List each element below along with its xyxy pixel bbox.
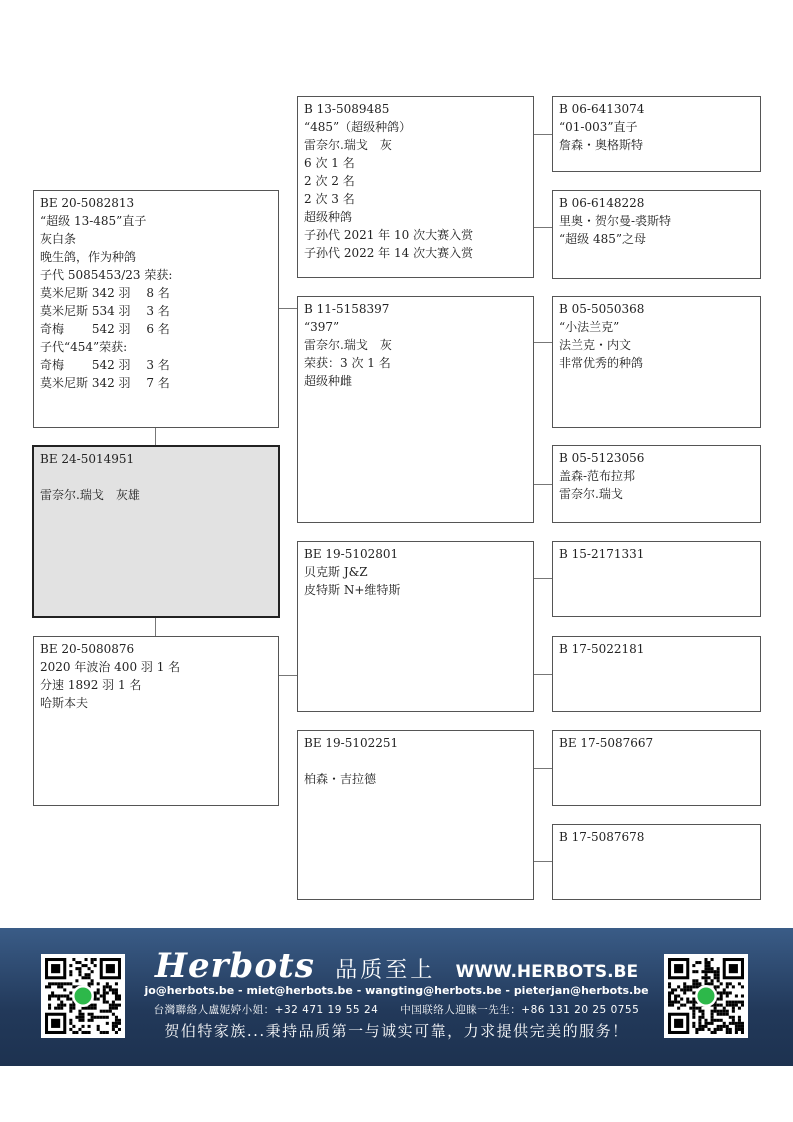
website-link[interactable]: WWW.HERBOTS.BE bbox=[455, 962, 639, 982]
ring-number: BE 20-5080876 bbox=[40, 642, 135, 656]
ring-number: BE 19-5102251 bbox=[304, 736, 399, 750]
pedigree-line: 6 次 1 名 bbox=[304, 156, 355, 170]
pedigree-line: 荣获：3 次 1 名 bbox=[304, 356, 391, 370]
subject-box bbox=[32, 445, 280, 618]
pedigree-line: 非常优秀的种鸽 bbox=[559, 356, 644, 370]
ring-number: B 11-5158397 bbox=[304, 302, 390, 316]
sire-sire-box bbox=[297, 96, 534, 278]
ssd-box bbox=[552, 190, 761, 279]
pedigree-line: “397” bbox=[304, 320, 340, 334]
pedigree-line: 2 次 2 名 bbox=[304, 174, 355, 188]
ring-number: BE 17-5087667 bbox=[559, 736, 654, 750]
dam-sire-box bbox=[297, 541, 534, 712]
connector-line bbox=[533, 227, 552, 228]
dss-box bbox=[552, 541, 761, 617]
pedigree-line: 雷奈尔.瑞戈 灰 bbox=[304, 338, 392, 352]
pedigree-line: 莫米尼斯 534 羽 3 名 bbox=[40, 304, 170, 318]
dam-box bbox=[33, 636, 279, 806]
pedigree-line: “超级 485”之母 bbox=[559, 232, 646, 246]
sss-box bbox=[552, 96, 761, 172]
connector-line bbox=[155, 427, 156, 446]
pedigree-line: 奇梅 542 羽 6 名 bbox=[40, 322, 170, 336]
pedigree-line: 子代 5085453/23 荣获: bbox=[40, 268, 173, 282]
pedigree-line bbox=[304, 752, 527, 770]
ring-number: B 06-6413074 bbox=[559, 102, 645, 116]
pedigree-line: 子孙代 2021 年 10 次大赛入赏 bbox=[304, 228, 474, 242]
pedigree-line bbox=[40, 468, 272, 486]
pedigree-line: 雷奈尔.瑞戈 bbox=[559, 487, 623, 501]
contact-phones: 台灣聯絡人盧妮婷小姐：+32 471 19 55 24 中国联络人迎睐一先生：+86 131 20 25 0755 bbox=[153, 1004, 640, 1016]
ring-number: BE 20-5082813 bbox=[40, 196, 135, 210]
pedigree-line: 子代“454”荣获: bbox=[40, 340, 128, 354]
pedigree-line: 晚生鸽，作为种鸽 bbox=[40, 250, 137, 264]
pedigree-line: 柏森・吉拉德 bbox=[304, 772, 377, 786]
dds-box bbox=[552, 730, 761, 806]
slogan: 品质至上 bbox=[335, 958, 436, 983]
connector-line bbox=[533, 134, 552, 135]
ring-number: BE 19-5102801 bbox=[304, 547, 399, 561]
ring-number: B 05-5050368 bbox=[559, 302, 645, 316]
connector-line bbox=[533, 768, 552, 769]
herbots-logo: Herbots bbox=[154, 946, 315, 986]
ring-number: B 17-5022181 bbox=[559, 642, 645, 656]
pedigree-line: 贝克斯 J&Z bbox=[304, 565, 368, 579]
pedigree-line: 詹森・奥格斯特 bbox=[559, 138, 644, 152]
pedigree-line: 盖森-范布拉邦 bbox=[559, 469, 636, 483]
connector-line bbox=[533, 674, 552, 675]
pedigree-line: 子孙代 2022 年 14 次大赛入赏 bbox=[304, 246, 474, 260]
pedigree-line: “01-003”直子 bbox=[559, 120, 638, 134]
pedigree-line: “485”（超级种鸽） bbox=[304, 120, 412, 134]
pedigree-line: 莫米尼斯 342 羽 7 名 bbox=[40, 376, 170, 390]
pedigree-line: 奇梅 542 羽 3 名 bbox=[40, 358, 170, 372]
connector-line bbox=[533, 484, 552, 485]
sds-box bbox=[552, 296, 761, 428]
brand-row bbox=[0, 946, 793, 986]
ring-number: B 17-5087678 bbox=[559, 830, 645, 844]
motto: 贺伯特家族...秉持品质第一与诚实可靠，力求提供完美的服务！ bbox=[164, 1022, 629, 1040]
pedigree-line: 雷奈尔.瑞戈 灰 bbox=[304, 138, 392, 152]
pedigree-line: 里奥・贺尔曼-裘斯特 bbox=[559, 214, 672, 228]
pedigree-line: 分速 1892 羽 1 名 bbox=[40, 678, 142, 692]
ring-number: B 05-5123056 bbox=[559, 451, 645, 465]
dam-dam-box bbox=[297, 730, 534, 900]
dsd-box bbox=[552, 636, 761, 712]
pedigree-line: “小法兰克” bbox=[559, 320, 620, 334]
pedigree-line: 2020 年波治 400 羽 1 名 bbox=[40, 660, 181, 674]
pedigree-line: 雷奈尔.瑞戈 灰雄 bbox=[40, 488, 140, 502]
pedigree-line: 灰白条 bbox=[40, 232, 77, 246]
sire-dam-box bbox=[297, 296, 534, 523]
ring-number: B 06-6148228 bbox=[559, 196, 645, 210]
footer-banner bbox=[0, 928, 793, 1066]
ring-number: B 13-5089485 bbox=[304, 102, 390, 116]
sdd-box bbox=[552, 445, 761, 523]
pedigree-line: 超级种鸽 bbox=[304, 210, 353, 224]
pedigree-line: 皮特斯 N+维特斯 bbox=[304, 583, 401, 597]
pedigree-line: “超级 13-485”直子 bbox=[40, 214, 147, 228]
connector-line bbox=[533, 342, 552, 343]
connector-line bbox=[155, 617, 156, 636]
pedigree-line: 法兰克・内文 bbox=[559, 338, 632, 352]
connector-line bbox=[533, 578, 552, 579]
pedigree-line: 莫米尼斯 342 羽 8 名 bbox=[40, 286, 170, 300]
email-list[interactable]: jo@herbots.be - miet@herbots.be - wangting@herbots.be - pieterjan@herbots.be bbox=[144, 984, 649, 997]
connector-line bbox=[278, 675, 297, 676]
ddd-box bbox=[552, 824, 761, 900]
connector-line bbox=[278, 308, 297, 309]
connector-line bbox=[533, 861, 552, 862]
ring-number: B 15-2171331 bbox=[559, 547, 645, 561]
ring-number: BE 24-5014951 bbox=[40, 452, 135, 466]
pedigree-line: 哈斯本夫 bbox=[40, 696, 89, 710]
pedigree-line: 2 次 3 名 bbox=[304, 192, 355, 206]
sire-box bbox=[33, 190, 279, 428]
pedigree-line: 超级种雌 bbox=[304, 374, 353, 388]
